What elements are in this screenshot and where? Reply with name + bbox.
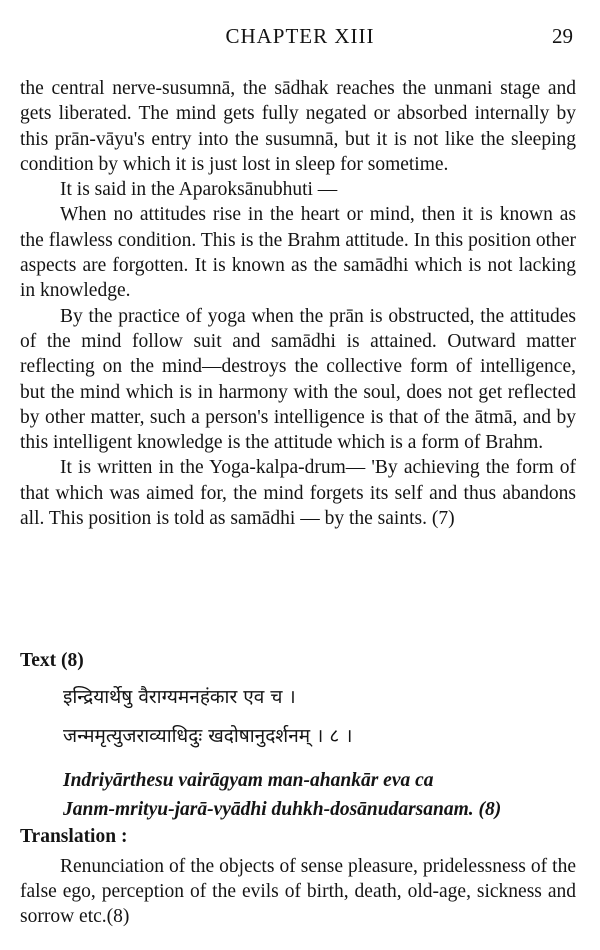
transliteration-line: Indriyārthesu vairāgyam man-ahankār eva ca <box>63 770 434 791</box>
paragraph: By the practice of yoga when the prān is obstructed, the attitudes of the mind follow suit and samādhi is attained. Outward matter reflecting on the mind—destroys the collective form of intelligence, but the mind which is in harmony with the soul, does not get reflected by other matter, such a person's intelligence is that of the ātmā, and by this intelligent knowledge is the attitude which is a form of Brahm. <box>20 305 576 454</box>
paragraph: It is said in the Aparoksānubhuti — <box>60 179 338 201</box>
transliteration <box>63 766 588 824</box>
paragraph: It is written in the Yoga-kalpa-drum— 'By achieving the form of that which was aimed for, the mind forgets its self and thus abandons all. This position is told as samādhi — by the saints. (7) <box>20 457 576 530</box>
transliteration-line: Janm-mrityu-jarā-vyādhi duhkh-dosānudarsanam. (8) <box>63 799 502 820</box>
sanskrit-verse-line: इन्द्रियार्थेषु वैराग्यमनहंकार एव च । <box>63 686 296 708</box>
sanskrit-verse-line: जन्ममृत्युजराव्याधिदुः खदोषानुदर्शनम् । ८ । <box>63 725 353 747</box>
page-number: 29 <box>552 24 573 48</box>
page-header <box>0 18 600 54</box>
text-heading: Text (8) <box>20 650 84 671</box>
paragraph: the central nerve-susumnā, the sādhak reaches the unmani stage and gets liberated. The mind gets fully negated or absorbed internally by this prān-vāyu's entry into the susumnā, but it is not like the sleeping condition by which it is just lost in sleep for sometime. <box>20 78 576 175</box>
translation-heading: Translation : <box>20 826 128 847</box>
body-text <box>20 76 576 531</box>
chapter-title: CHAPTER XIII <box>225 24 375 48</box>
translation-paragraph: Renunciation of the objects of sense pleasure, pridelessness of the false ego, perception of the evils of birth, death, old-age, sickness and sorrow etc.(8) <box>20 856 576 927</box>
translation-text <box>20 854 576 929</box>
paragraph: When no attitudes rise in the heart or mind, then it is known as the flawless condition. This is the Brahm attitude. In this position other aspects are forgotten. It is known as the samādhi which is not lacking in knowledge. <box>20 204 576 302</box>
